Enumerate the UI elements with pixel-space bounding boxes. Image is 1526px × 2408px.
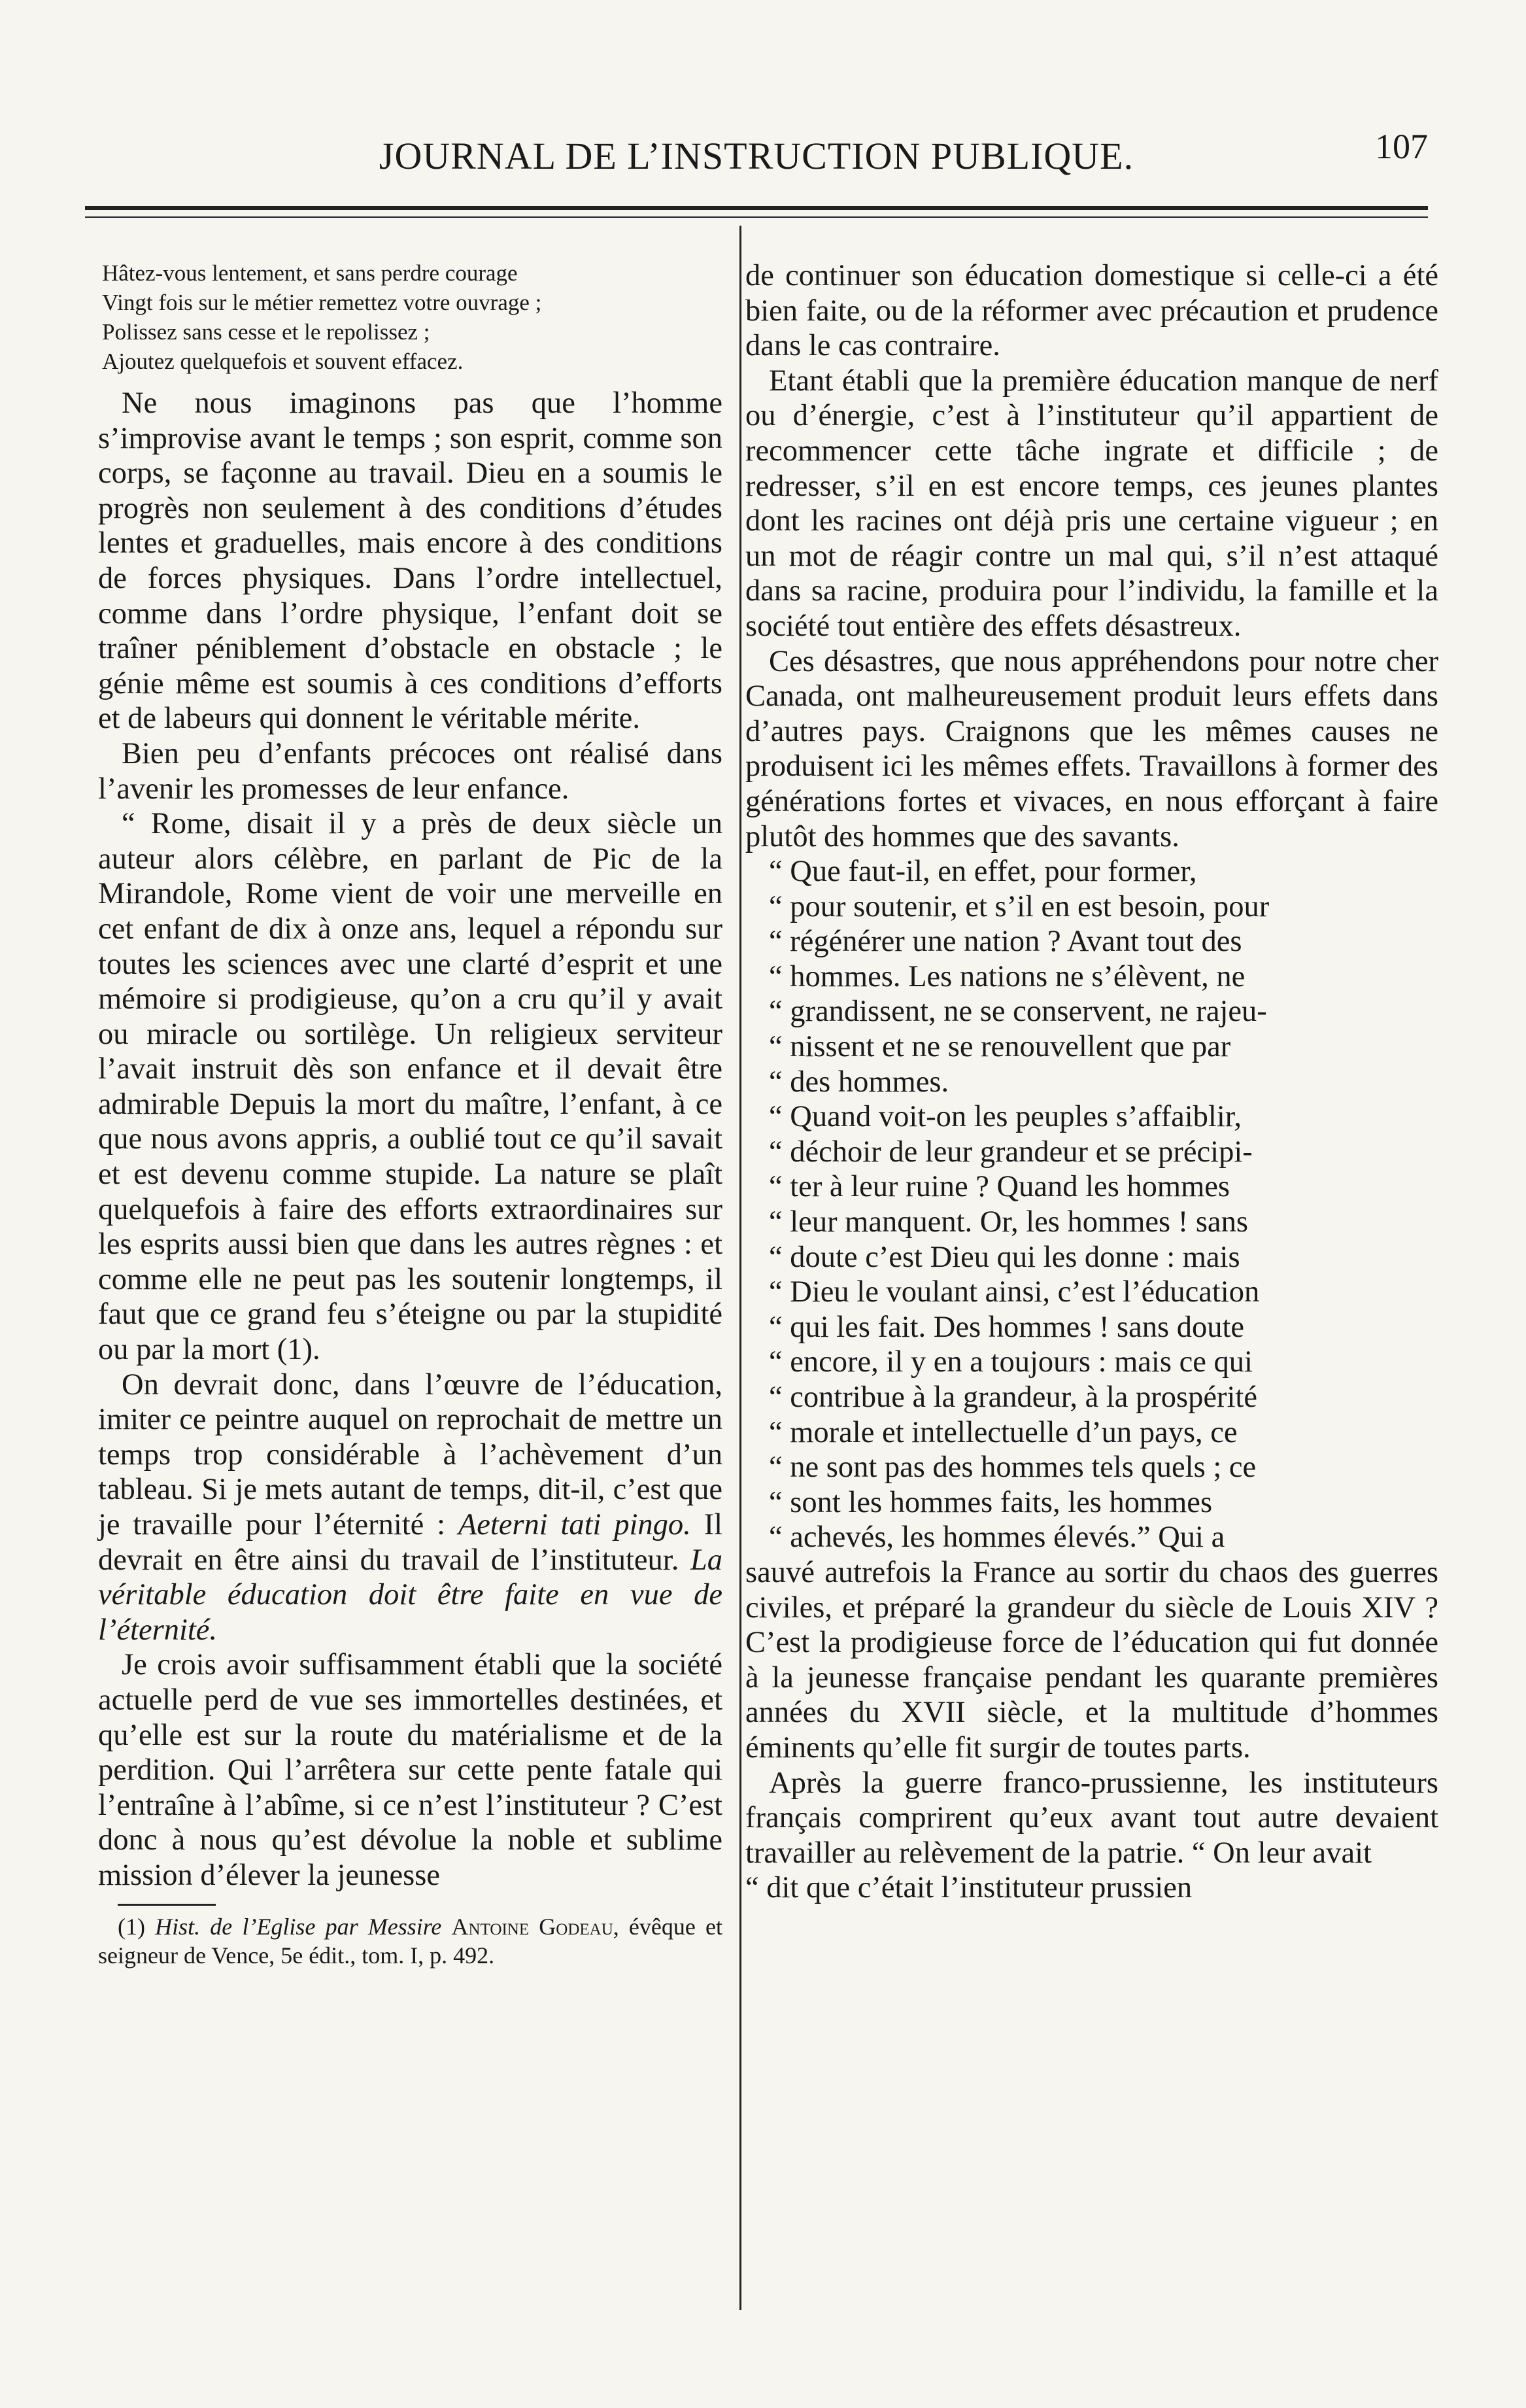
journal-title: JOURNAL DE L’INSTRUCTION PUBLIQUE.	[379, 135, 1134, 177]
quote-line: “ nissent et ne se renouvellent que par	[769, 1030, 1231, 1064]
column-divider	[739, 226, 741, 2310]
paragraph: Je crois avoir suffisamment établi que la société actuelle perd de vue ses immortelles destinées, et qu’elle est sur la route du matérialisme et de la perdition. Qui l’arrêtera sur cette pente fatale qui l’entraîne à l’abîme, si ce n’est l’instituteur ? C’est donc à nous qu’est dévolue la noble et sublime mission d’élever la jeunesse	[98, 1648, 722, 1892]
paragraph: Bien peu d’enfants précoces ont réalisé dans l’avenir les promesses de leur enfance.	[98, 736, 722, 806]
quote-line: “ ne sont pas des hommes tels quels ; ce	[769, 1451, 1257, 1485]
quote-line: “ doute c’est Dieu qui les donne : mais	[769, 1240, 1240, 1274]
footnote	[98, 1912, 722, 1970]
header-rule-thick	[85, 206, 1428, 210]
quote-line: “ ter à leur ruine ? Quand les hommes	[769, 1170, 1230, 1204]
quote-line: “ Quand voit-on les peuples s’affaiblir,	[769, 1100, 1242, 1134]
paragraph: Ces désastres, que nous appréhendons pour notre cher Canada, ont malheureusement produit leurs effets dans d’autres pays. Craignons que les mêmes causes ne produisent ici les mêmes effets. Travaillons à former des générations fortes et vivaces, en nous efforçant à faire plutôt des hommes que des savants.	[745, 644, 1438, 853]
paragraph-text: On devrait donc, dans l’œuvre de l’éducation, imiter ce peintre auquel on reprochait de mettre un temps trop considérable à l’achèvement d’un tableau. Si je mets autant de temps, dit-il, c’est que je travaille pour l’éternité :	[98, 1367, 722, 1541]
footnote-text: évêque et seigneur de Vence, 5e édit., tom. I, p. 492.	[98, 1913, 722, 1969]
left-column	[98, 258, 722, 1970]
header-rule-thin	[85, 216, 1428, 218]
quotation	[745, 854, 1438, 1099]
quote-line: “ encore, il y en a toujours : mais ce qui	[769, 1345, 1253, 1379]
quotation	[745, 1099, 1438, 1555]
paragraph	[98, 1367, 722, 1648]
quote-line: “ leur manquent. Or, les hommes ! sans	[769, 1205, 1248, 1239]
footnote-author: Antoine Godeau,	[451, 1913, 619, 1940]
quote-line: “ morale et intellectuelle d’un pays, ce	[769, 1415, 1238, 1449]
footnote-title: Hist. de l’Eglise par Messire	[155, 1913, 442, 1940]
quote-line: “ sont les hommes faits, les hommes	[769, 1485, 1213, 1519]
emphasis-phrase: La véritable éducation doit être faite en vue de l’éternité.	[98, 1543, 723, 1647]
quote-line: “ Que faut-il, en effet, pour former,	[769, 855, 1197, 889]
quote-line: “ grandissent, ne se conservent, ne rajeu-	[769, 995, 1267, 1029]
quote-line: “ hommes. Les nations ne s’élèvent, ne	[769, 959, 1246, 993]
latin-phrase: Aeterni tati pingo.	[458, 1508, 691, 1541]
verse-line: Hâtez-vous lentement, et sans perdre courage	[102, 260, 518, 286]
paragraph: “ Rome, disait il y a près de deux siècle un auteur alors célèbre, en parlant de Pic de la Mirandole, Rome vient de voir une merveille en cet enfant de dix à onze ans, lequel a répondu sur toutes les sciences avec une clarté d’esprit et une mémoire si prodigieuse, qu’on a cru qu’il y avait ou miracle ou sortilège. Un religieux serviteur l’avait instruit dès son enfance et il devait être admirable Depuis la mort du maître, l’enfant, à ce que nous avons appris, a oublié tout ce qu’il savait et est devenu comme stupide. La nature se plaît quelquefois à faire des efforts extraordinaires sur les esprits aussi bien que dans les autres règnes : et comme elle ne peut pas les soutenir longtemps, il faut que ce grand feu s’éteigne ou par la stupidité ou par la mort (1).	[98, 807, 722, 1367]
paragraph: Ne nous imaginons pas que l’homme s’improvise avant le temps ; son esprit, comme son corps, se façonne au travail. Dieu en a soumis le progrès non seulement à des conditions d’études lentes et graduelles, mais encore à des conditions de forces physiques. Dans l’ordre intellectuel, comme dans l’ordre physique, l’enfant doit se traîner péniblement d’obstacle en obstacle ; le génie même est soumis à ces conditions d’efforts et de labeurs qui donnent le véritable mérite.	[98, 387, 722, 736]
quote-line: “ Dieu le voulant ainsi, c’est l’éducation	[769, 1275, 1260, 1309]
verse-quote	[102, 258, 722, 376]
paragraph: sauvé autrefois la France au sortir du chaos des guerres civiles, et préparé la grandeur du siècle de Louis XIV ? C’est la prodigieuse force de l’éducation qui fut donnée à la jeunesse française pendant les quarante premières années du XVII siècle, et la multitude d’hommes éminents qu’elle fit surgir de toutes parts.	[745, 1555, 1438, 1764]
quote-line: “ des hommes.	[769, 1065, 949, 1099]
paragraph: Après la guerre franco-prussienne, les instituteurs français comprirent qu’eux avant tout autre devaient travailler au relèvement de la patrie. “ On leur avait	[745, 1766, 1438, 1870]
running-header	[85, 127, 1428, 186]
verse-line: Vingt fois sur le métier remettez votre ouvrage ;	[102, 290, 542, 315]
page-number: 107	[1375, 127, 1428, 166]
quote-line: “ déchoir de leur grandeur et se précipi-	[769, 1135, 1253, 1169]
verse-line: Polissez sans cesse et le repolissez ;	[102, 319, 430, 345]
paragraph: Etant établi que la première éducation manque de nerf ou d’énergie, c’est à l’instituteur qu’il appartient de recommencer cette tâche ingrate et difficile ; de redresser, s’il en est encore temps, ces jeunes plantes dont les racines ont déjà pris une certaine vigueur ; en un mot de réagir contre un mal qui, s’il n’est attaqué dans sa racine, produira pour l’individu, la famille et la société tout entière des effets désastreux.	[745, 364, 1438, 643]
right-column	[745, 258, 1438, 1906]
quote-line: “ pour soutenir, et s’il en est besoin, pour	[769, 889, 1270, 923]
footnote-marker: (1)	[118, 1913, 145, 1940]
quote-line: “ qui les fait. Des hommes ! sans doute	[769, 1310, 1245, 1344]
quote-line: “ contribue à la grandeur, à la prospérité	[769, 1381, 1257, 1414]
paragraph: “ dit que c’était l’instituteur prussien	[745, 1871, 1193, 1905]
footnote-rule	[118, 1904, 216, 1906]
quote-line: “ achevés, les hommes élevés.” Qui a	[769, 1521, 1225, 1555]
verse-line: Ajoutez quelquefois et souvent effacez.	[102, 349, 464, 374]
paragraph-text: Il devrait en être ainsi du travail de l’instituteur.	[98, 1508, 723, 1577]
paragraph: de continuer son éducation domestique si celle-ci a été bien faite, ou de la réformer avec précaution et prudence dans le cas contraire.	[745, 259, 1438, 363]
quote-line: “ régénérer une nation ? Avant tout des	[769, 925, 1242, 959]
